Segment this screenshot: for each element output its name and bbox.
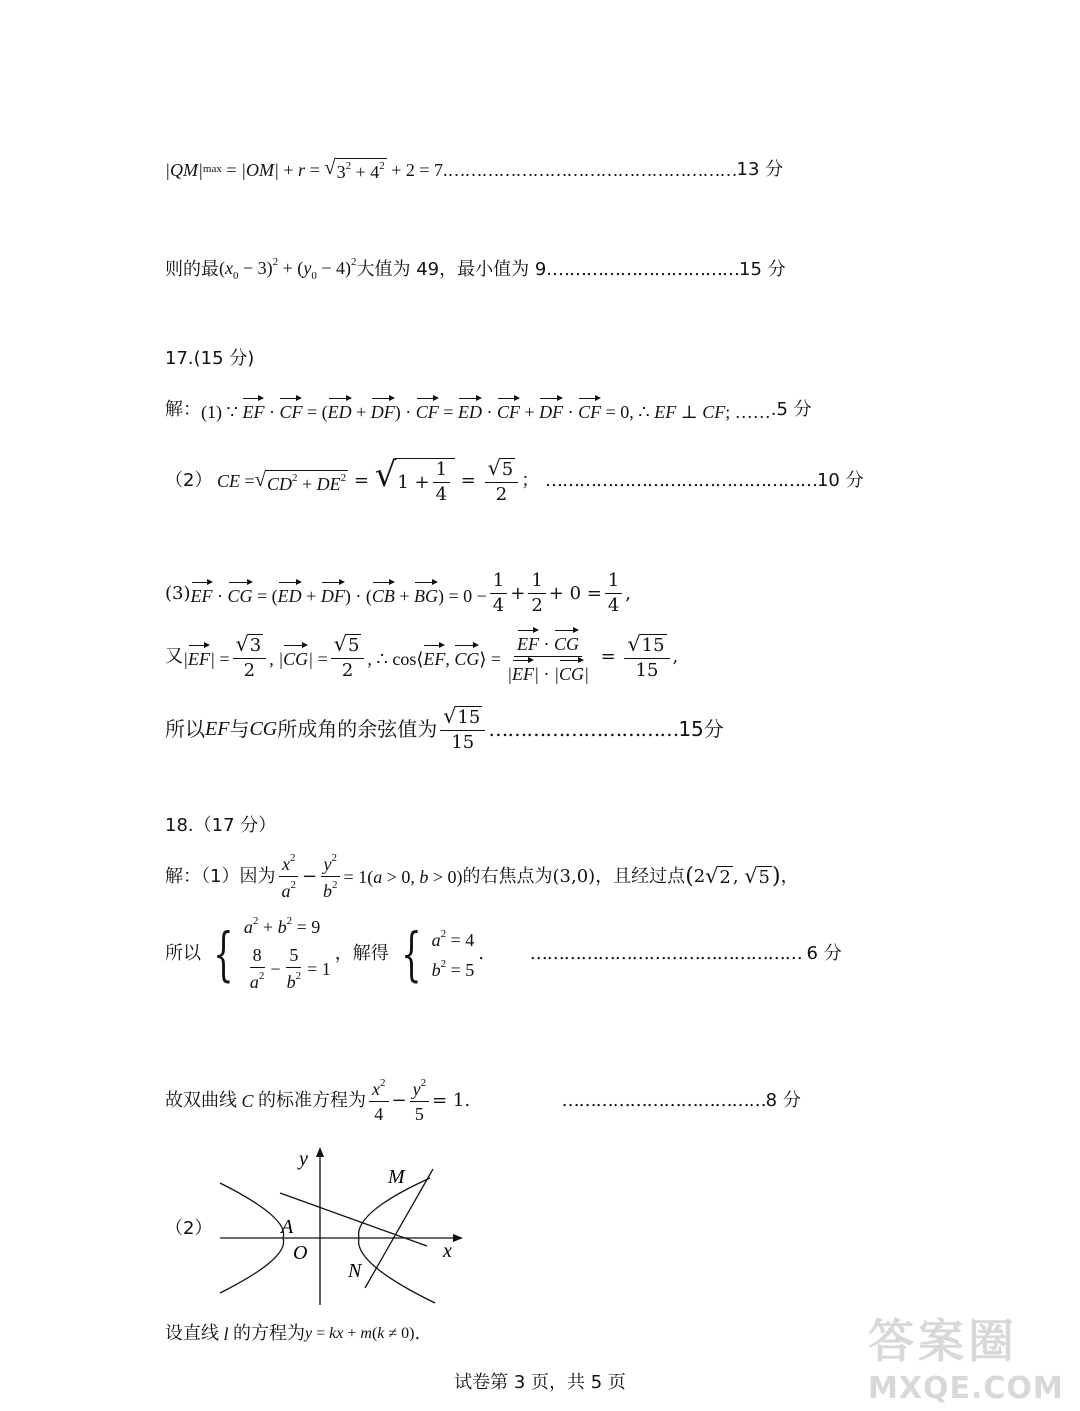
x-axis-arrow — [453, 1234, 463, 1242]
q17-part3-c: 所以 EF 与 CG 所成角的余弦值为 √ 15 15 ………………………… 15分 — [165, 704, 724, 753]
q18-set-line: 设直线 l 的方程为 y = kx + m(k ≠ 0) . — [165, 1323, 421, 1344]
score-13: 13 分 — [736, 158, 784, 180]
q18-title: 18.（17 分） — [165, 815, 277, 836]
right-branch — [359, 1178, 435, 1303]
label-m: M — [388, 1166, 405, 1188]
label-n: N — [348, 1260, 362, 1282]
score-15: 15 分 — [739, 258, 786, 280]
label-a: A — [281, 1216, 294, 1238]
score-8: 8 分 — [765, 1089, 801, 1111]
q18-part1-a: 解：（1）因为 $\frac{x^2}{a^2}$ − $\frac{y^2}{b^2}$ = 1(a > 0, b > 0) 的右焦点为 (3,0) ，且经过点 ( 2 √ 2 , √ 5 ) ， — [165, 852, 799, 901]
q18-part1-b: 所以 { $a^2 + b^2 = 9$ $\frac{8}{a^2}$ − $\frac{5}{b^2}$ = 1 ，解得 { $a^2 = 4$ $b^2 = 5$ . ………………………………………… 6 分 — [165, 915, 842, 992]
label-x: x — [443, 1240, 452, 1262]
q18-standard-eq: 故双曲线 C 的标准方程为 $\frac{x^2}{4}$ − $\frac{y^2}{5}$ = 1. ……………………………… 8 分 — [165, 1077, 801, 1124]
q18-part2-label: （2） — [165, 1218, 213, 1239]
q17-part3-b: 又 |EF| = √ 3 2 , |CG| = √ 5 2 , ∴ cos⟨EF, CG⟩ = $\frac{EF \cdot CG}{|EF| \cdot |CG|}$ = √ 15 15 , — [165, 631, 679, 684]
line-qm-max: |QM| max = |OM| + r = √ $3^2 + 4^2$ + 2 = 7. …………………………………………… 13 分 — [165, 157, 784, 182]
score-6: 6 分 — [806, 942, 842, 964]
hyperbola-diagram — [205, 1143, 465, 1308]
score-10: 10 分 — [816, 470, 864, 491]
score-5: .5 分 — [770, 398, 812, 420]
q17-part3-a: (3) EF · CG = (ED + DF) · (CB + BG) = 0 − $\frac{1}{4}$ + $\frac{1}{2}$ + 0 = $\frac{1}{4}$ , — [165, 570, 632, 616]
line-max-min: 则的最 $(x_0 - 3)^2 + (y_0 - 4)^2$ 大值为 49，最小值为 9. …………………………… 15 分 — [165, 256, 786, 282]
q17-title: 17.(15 分) — [165, 348, 255, 369]
page-footer: 试卷第 3 页，共 5 页 — [454, 1372, 626, 1393]
label-y: y — [299, 1148, 308, 1170]
q17-part1: 解： (1) ∵ EF · CF = (ED + DF) · CF = ED · CF + DF · CF = 0, ∴ EF ⊥ CF; …… .5 分 — [165, 398, 812, 422]
label-o: O — [293, 1242, 308, 1264]
score-15b: 15分 — [678, 717, 724, 741]
y-axis-arrow — [316, 1147, 324, 1157]
watermark-logo: 答案圈 MXQE.COM — [868, 1314, 1064, 1406]
q17-part2: （2） CE = √ $CD^2 + DE^2$ = √ 1 + $\frac{1}{4}$ = √ 5 2 ； ………………………………………… 10 分 — [165, 455, 864, 505]
